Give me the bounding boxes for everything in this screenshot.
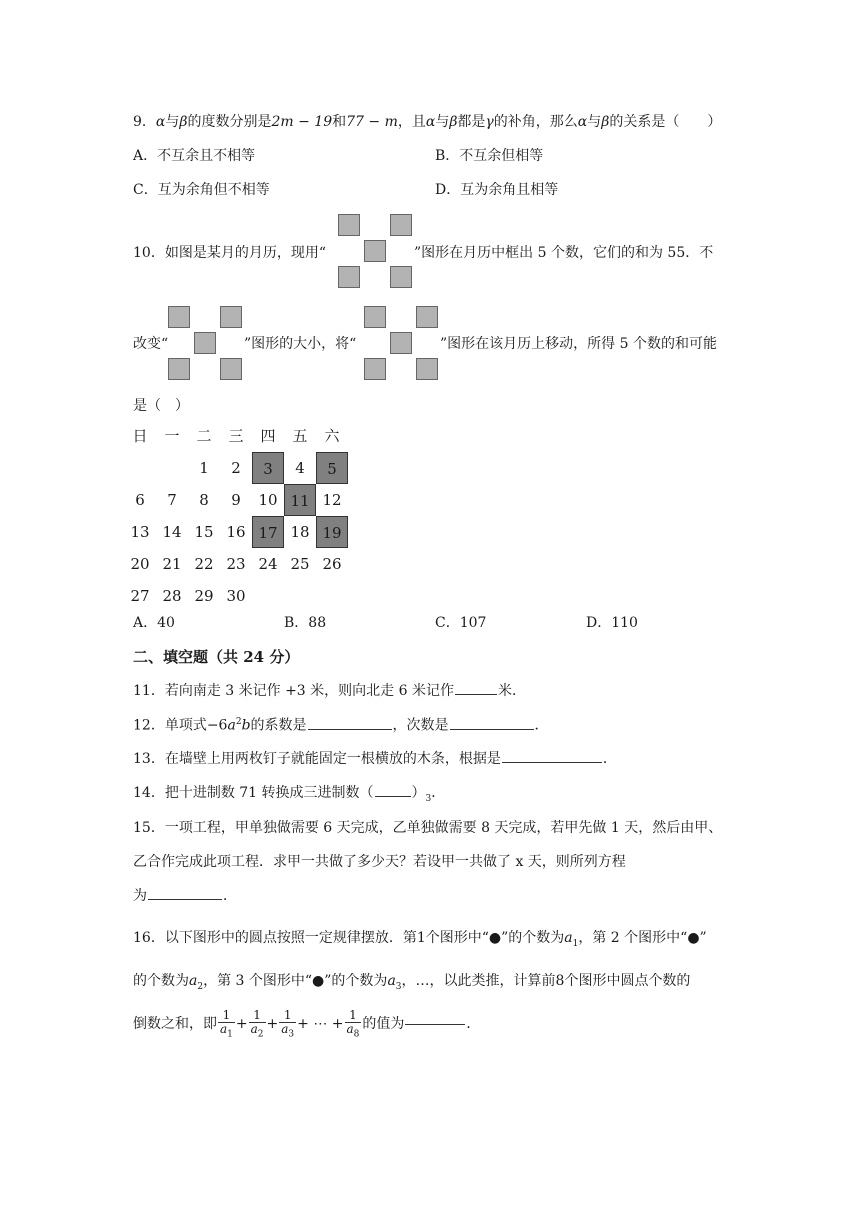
calendar-day-highlighted: 19 (316, 516, 348, 548)
calendar-day: 24 (258, 555, 278, 573)
calendar-day: 8 (199, 491, 209, 509)
with: 与 (435, 114, 450, 130)
var-a: a (387, 973, 396, 989)
frac-den (345, 1023, 362, 1040)
q16-period: ． (466, 1016, 481, 1033)
q10-option-c[interactable]: C．107 (435, 615, 487, 631)
q10-line1b: ”图形在月历中框出 5 个数，它们的和为 55．不 (414, 245, 714, 261)
answer-blank[interactable] (375, 795, 411, 797)
q10-option-d[interactable]: D．110 (586, 615, 638, 631)
q11-unit: 米． (497, 683, 526, 699)
q16-text: 倒数之和，即 (133, 1016, 217, 1033)
q13-text: 13．在墙壁上用两枚钉子就能固定一根横放的木条，根据是 (133, 751, 501, 767)
frac-num: 1 (279, 1009, 296, 1023)
x-shape-square (194, 332, 216, 354)
q9-option-c[interactable]: C．互为余角但不相等 (133, 182, 270, 198)
calendar-day: 18 (290, 523, 310, 541)
calendar-day-highlighted: 3 (252, 452, 284, 484)
calendar-day-highlighted: 11 (284, 484, 316, 516)
beta: β (449, 114, 458, 130)
q14-paren: ） (411, 785, 426, 801)
q11 (133, 684, 526, 698)
q9-option-a[interactable]: A．不互余且不相等 (133, 148, 256, 164)
alpha: α (425, 114, 436, 130)
alpha: α (577, 114, 588, 130)
fraction (345, 1009, 362, 1039)
answer-blank[interactable] (308, 728, 392, 730)
answer-blank[interactable] (455, 693, 497, 695)
calendar-day: 7 (167, 491, 177, 509)
x-shape-square (390, 332, 412, 354)
calendar-header: 日 (132, 427, 148, 445)
x-shape-square (390, 266, 412, 288)
q9-stem (133, 115, 721, 129)
calendar-day-highlighted: 5 (316, 452, 348, 484)
q16-text: ，第 3 个图形中“●”的个数为 (203, 973, 388, 989)
q12-text-c: ，次数是 (392, 717, 449, 734)
q12-text: 12．单项式 (133, 717, 207, 734)
calendar-day: 27 (130, 587, 150, 605)
monomial-exp: 2 (235, 717, 242, 727)
with: 与 (587, 114, 602, 130)
q15-line1: 15．一项工程，甲单独做需要 6 天完成，乙单独做需要 8 天完成，若甲先做 1 天，然后由甲、 (133, 820, 723, 836)
calendar-day-highlighted: 17 (252, 516, 284, 548)
fraction (279, 1009, 296, 1039)
q9-text3: 都是 (457, 114, 486, 130)
answer-blank[interactable] (148, 898, 222, 900)
var-a: a (220, 1021, 228, 1036)
frac-den (218, 1023, 235, 1040)
gamma: γ (485, 114, 494, 130)
q11-text: 11．若向南走 3 米记作 +3 米，则向北走 6 米记作 (133, 683, 454, 699)
q12-text-b: 的系数是 (250, 717, 307, 734)
calendar-header: 五 (292, 427, 308, 445)
beta: β (601, 114, 610, 130)
fraction (218, 1009, 235, 1039)
var-a: a (281, 1021, 289, 1036)
q15-line2: 乙合作完成此项工程．求甲一共做了多少天？若设甲一共做了 x 天，则所列方程 (133, 854, 626, 870)
monomial-var-b: b (241, 717, 251, 734)
q13-period: ． (602, 751, 617, 767)
calendar-day: 14 (162, 523, 182, 541)
calendar-day: 23 (226, 555, 246, 573)
calendar (124, 420, 348, 612)
var-a: a (346, 1021, 354, 1036)
x-shape-square (364, 240, 386, 262)
sub-1: 1 (572, 938, 579, 949)
calendar-header: 三 (228, 427, 244, 445)
plus: + (235, 1016, 248, 1033)
q14 (133, 786, 445, 804)
monomial-var-a: a (227, 717, 236, 734)
q15-line3 (133, 889, 237, 903)
calendar-day: 30 (226, 587, 246, 605)
q10-line2b: ”图形的大小，将“ (244, 336, 357, 352)
calendar-day: 6 (135, 491, 145, 509)
q9-and: 和 (332, 114, 347, 130)
calendar-day: 12 (322, 491, 342, 509)
q10-line1a: 10．如图是某月的月历，现用“ (133, 245, 326, 261)
var-a: a (250, 1021, 258, 1036)
calendar-header: 六 (324, 427, 340, 445)
q10-line2a: 改变“ (133, 336, 169, 352)
q14-period: ． (431, 785, 446, 801)
x-shape-square (338, 266, 360, 288)
q16-text: 的个数为 (133, 973, 189, 989)
q16-text: ，第 2 个图形中“●” (578, 930, 707, 946)
calendar-day: 1 (199, 459, 209, 477)
q16-text: 的值为 (362, 1016, 405, 1033)
q10-line2c: ”图形在该月历上移动，所得 5 个数的和可能 (440, 336, 717, 352)
sub-1: 1 (227, 1028, 233, 1039)
x-shape-square (220, 306, 242, 328)
q9-option-d[interactable]: D．互为余角且相等 (435, 182, 559, 198)
calendar-day: 16 (226, 523, 246, 541)
calendar-day: 9 (231, 491, 241, 509)
alpha: α (155, 114, 166, 130)
x-shape-square (364, 306, 386, 328)
q9-text1: 的度数分别是 (187, 114, 272, 130)
frac-den (279, 1023, 296, 1040)
q9-text5: 的关系是（ ） (609, 114, 722, 130)
frac-num: 1 (249, 1009, 266, 1023)
frac-num: 1 (345, 1009, 362, 1023)
q16-line3 (133, 1009, 480, 1039)
section-heading: 二、填空题（共 24 分） (133, 648, 300, 666)
var-a: a (189, 973, 198, 989)
x-shape-square (168, 358, 190, 380)
calendar-header: 一 (164, 427, 180, 445)
q12 (133, 718, 549, 733)
q14-text: 14．把十进制数 71 转换成三进制数（ (133, 785, 374, 801)
calendar-day: 21 (162, 555, 182, 573)
x-shape-pattern (168, 306, 243, 381)
q9-option-b[interactable]: B．不互余但相等 (435, 148, 544, 164)
plus: + (266, 1016, 279, 1033)
q10-line3: 是（ ） (133, 398, 189, 414)
q9-text2: ，且 (397, 114, 426, 130)
q12-period: ． (534, 717, 549, 734)
x-shape-pattern (364, 306, 439, 381)
x-shape-square (416, 358, 438, 380)
frac-den (249, 1023, 266, 1040)
monomial-coef: −6 (206, 717, 228, 734)
calendar-day: 20 (130, 555, 150, 573)
x-shape-square (220, 358, 242, 380)
calendar-header: 四 (260, 427, 276, 445)
calendar-day: 28 (162, 587, 182, 605)
x-shape-square (416, 306, 438, 328)
answer-blank[interactable] (502, 761, 602, 763)
calendar-day: 26 (322, 555, 342, 573)
var-a: a (564, 930, 573, 946)
sub-3: 3 (395, 981, 402, 992)
q15-wei: 为 (133, 888, 147, 904)
calendar-day: 2 (231, 459, 241, 477)
sub-3: 3 (288, 1028, 295, 1039)
q16-line2 (133, 974, 690, 992)
q10-option-b[interactable]: B．88 (284, 615, 327, 631)
x-shape-square (168, 306, 190, 328)
x-shape-square (390, 214, 412, 236)
q9-expr1: 2m − 19 (271, 114, 333, 130)
q16-text: ，…，以此类推，计算前8个图形中圆点个数的 (401, 973, 691, 989)
sub-8: 8 (353, 1028, 360, 1039)
calendar-day: 15 (194, 523, 214, 541)
answer-blank[interactable] (450, 728, 534, 730)
frac-num: 1 (218, 1009, 235, 1023)
x-shape-pattern (338, 214, 413, 289)
q10-option-a[interactable]: A．40 (133, 615, 175, 631)
calendar-day: 25 (290, 555, 310, 573)
calendar-day: 10 (258, 491, 278, 509)
with: 与 (165, 114, 180, 130)
q14-base: 3 (425, 793, 432, 804)
q9-number: 9． (133, 114, 156, 130)
q9-text4: 的补角，那么 (493, 114, 578, 130)
calendar-header: 二 (196, 427, 212, 445)
fraction (249, 1009, 266, 1039)
q16-text: 16．以下图形中的圆点按照一定规律摆放．第1个图形中“●”的个数为 (133, 930, 565, 946)
sub-2: 2 (197, 981, 204, 992)
sub-2: 2 (257, 1028, 264, 1039)
q15-period: ． (223, 888, 237, 904)
x-shape-square (364, 358, 386, 380)
answer-blank[interactable] (405, 1023, 465, 1025)
q13 (133, 752, 617, 766)
q16-line1 (133, 931, 707, 949)
beta: β (179, 114, 188, 130)
calendar-day: 29 (194, 587, 214, 605)
ellipsis-plus: + ⋯ + (297, 1016, 344, 1033)
q9-expr2: 77 − m (346, 114, 398, 130)
calendar-day: 4 (295, 459, 305, 477)
calendar-day: 13 (130, 523, 150, 541)
x-shape-square (338, 214, 360, 236)
calendar-day: 22 (194, 555, 214, 573)
